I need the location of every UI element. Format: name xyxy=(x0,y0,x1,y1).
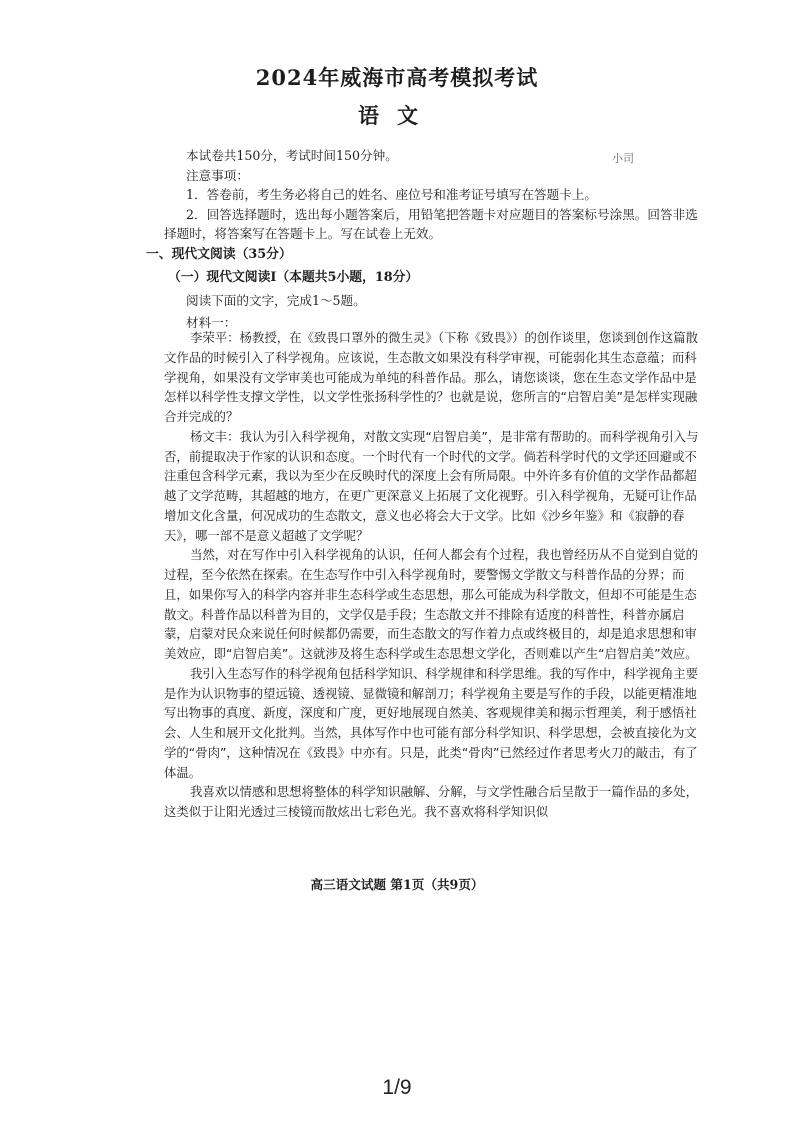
page-indicator: 1/9 xyxy=(382,1076,412,1099)
material-label: 材料一： xyxy=(186,315,237,330)
passage-paragraph: 我引入生态写作的科学视角包括科学知识、科学规律和科学思维。我的写作中，科学视角主要是作为认识物事的望远镜、透视镜、显微镜和解剖刀；科学视角主要是写作的手段，以能更精准地写出物事的真度、新度，深度和广度，更好地展现自然美、客观规律美和揭示哲理美，利于感悟社会、人生和展开文化批判。当然，具体写作中也可能有部分科学知识、科学思想，会被直接化为文学的“骨肉”，这种情况在《致畏》中亦有。只是，此类“骨肉”已然经过作者思考火刀的敲击，有了体温。 xyxy=(164,665,699,780)
passage-paragraph: 我喜欢以情感和思想将整体的科学知识融解、分解，与文学性融合后呈散于一篇作品的多处，这类似于让阳光透过三棱镜而散炫出七彩色光。我不喜欢将科学知识似 xyxy=(164,784,699,819)
notice-heading: 注意事项： xyxy=(186,167,249,183)
subsection-heading: （一）现代文阅读Ⅰ（本题共5小题，18分） xyxy=(168,270,419,285)
notice-item-2: 2．回答选择题时，选出每小题答案后，用铅笔把答题卡对应题目的答案标号涂黑。回答非选择题时，将答案写在答题卡上。写在试卷上无效。 xyxy=(164,206,698,241)
margin-handwriting: 小司 xyxy=(612,152,634,165)
passage-paragraph: 当然，对在写作中引入科学视角的认识，任何人都会有个过程，我也曾经历从不自觉到自觉的过程，至今依然在探索。在生态写作中引入科学视角时，要警惕文学散文与科普作品的分界；而且，如果你写入的科学内容并非生态科学或生态思想，那么可能成为科学散文，但却不可能是生态散文。科普作品以科普为目的，文学仅是手段；生态散文并不排除有适度的科普性，科普亦属启蒙，启蒙对民众来说任何时候都仍需要，而生态散文的写作着力点或终极目的，却是追求思想和审美效应，即“启智启美”。这就涉及将生态科学或生态思想文学化，否则难以产生“启智启美”效应。 xyxy=(164,547,699,661)
reading-passage xyxy=(164,328,700,822)
passage-paragraph: 杨文丰：我认为引入科学视角，对散文实现“启智启美”，是非常有帮助的。而科学视角引入与否，前提取决于作家的认识和态度。一个时代有一个时代的文学。倘若科学时代的文学还回避或不注重包含科学元素，我以为至少在反映时代的深度上会有所局限。中外许多有价值的文学作品都超越了文学范畴，其超越的地方，在更广更深意义上拓展了文化视野。引入科学视角，无疑可让作品增加文化含量，何况成功的生态散文，意义也必将会大于文学。比如《沙乡年鉴》和《寂静的春天》，哪一部不是意义超越了文学呢？ xyxy=(164,428,699,543)
exam-notice xyxy=(164,146,700,244)
reading-instruction: 阅读下面的文字，完成1～5题。 xyxy=(186,293,366,308)
notice-item-1: 1．答卷前，考生务必将自己的姓名、座位号和准考证号填写在答题卡上。 xyxy=(186,187,598,202)
page-footer: 高三语文试题 第1页（共9页） xyxy=(310,877,484,892)
notice-duration: 本试卷共150分，考试时间150分钟。 xyxy=(186,148,398,163)
passage-paragraph: 李荣平：杨教授，在《致畏口罩外的微生灵》（下称《致畏》）的创作谈里，您谈到创作这篇散文作品的时候引入了科学视角。应该说，生态散文如果没有科学审视，可能弱化其生态意蕴；而科学视角，如果没有文学审美也可能成为单纯的科普作品。那么，请您谈谈，您在生态文学作品中是怎样以科学性支撑文学性，以文学性张扬科学性的？也就是说，您所言的“启智启美”是怎样实现融合并完成的？ xyxy=(164,330,699,424)
subject-title: 语文 xyxy=(358,103,436,128)
section-heading: 一、现代文阅读（35分） xyxy=(146,247,292,262)
exam-title: 2024年威海市高考模拟考试 xyxy=(255,65,539,90)
